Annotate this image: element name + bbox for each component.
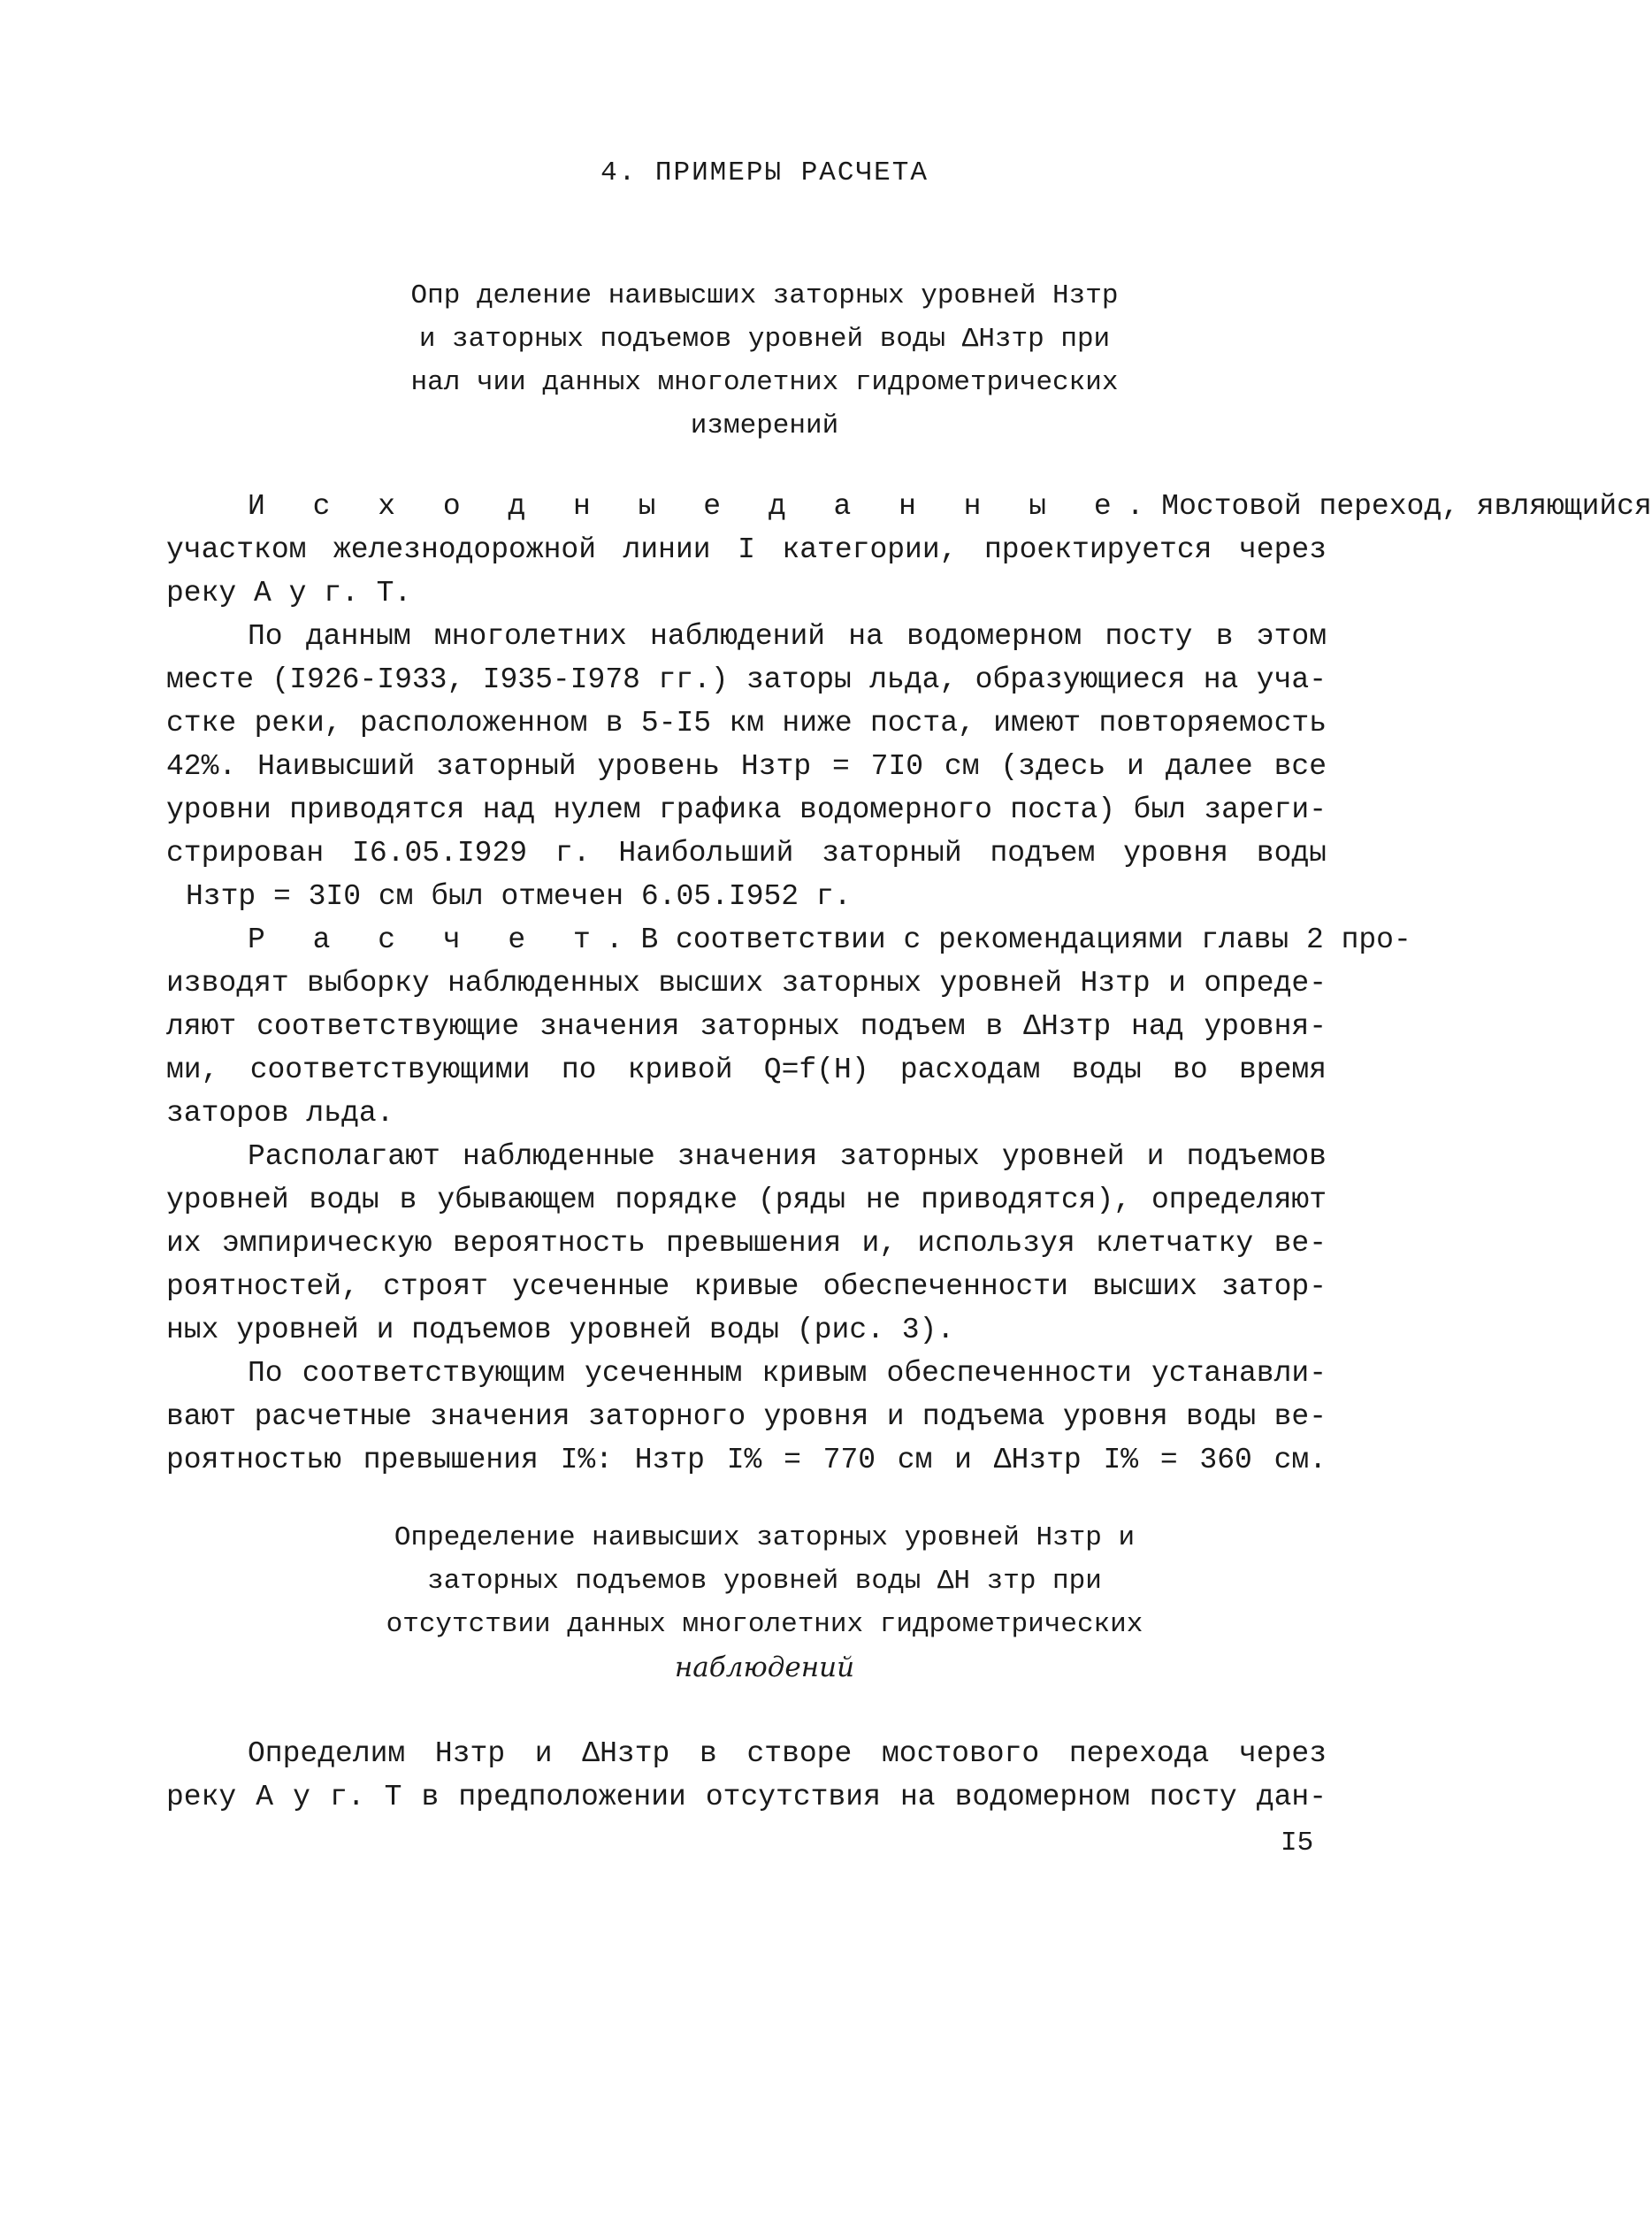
paragraph-line: Располагают наблюденные значения заторных уровней и подъемов [248, 1140, 1327, 1173]
heading2-line: отсутствии данных многолетних гидрометрических [386, 1609, 1143, 1640]
paragraph-line: ляют соответствующие значения заторных подъем в ΔHзтр над уровня- [166, 1010, 1327, 1043]
paragraph-line: вают расчетные значения заторного уровня и подъема уровня воды ве- [166, 1400, 1327, 1433]
paragraph-line: роятностью превышения I%: Hзтр I% = 770 см и ΔHзтр I% = 360 см. [166, 1444, 1327, 1476]
heading2-line: заторных подъемов уровней воды ΔH зтр при [427, 1566, 1102, 1597]
paragraph-line: ных уровней и подъемов уровней воды (рис. 3). [166, 1314, 955, 1346]
heading1-line: и заторных подъемов уровней воды ΔHзтр при [418, 324, 1111, 355]
paragraph-line: изводят выборку наблюденных высших заторных уровней Hзтр и опреде- [166, 967, 1327, 1000]
paragraph-line: Hзтр = 3I0 см был отмечен 6.05.I952 г. [186, 880, 852, 913]
paragraph-line: реку А у г. Т в предположении отсутствия на водомерном посту дан- [166, 1781, 1327, 1813]
heading2-line: наблюдений [674, 1652, 855, 1683]
paragraph-line: ми, соответствующими по кривой Q=f(H) расходам воды во время [166, 1054, 1327, 1086]
paragraph-line: роятностей, строят усеченные кривые обеспеченности высших затор- [166, 1270, 1327, 1303]
paragraph-line: Определим Hзтр и ΔHзтр в створе мостового перехода через [248, 1737, 1327, 1770]
line-text: . В соответствии с рекомендациями главы 2 про- [605, 924, 1411, 956]
heading1-line: нал чии данных многолетних гидрометрических [410, 367, 1119, 398]
paragraph-line: стке реки, расположенном в 5-I5 км ниже поста, имеют повторяемость [166, 707, 1327, 740]
paragraph-line [248, 918, 1411, 962]
paragraph-line: уровни приводятся над нулем графика водомерного поста) был зареги- [166, 793, 1327, 826]
paragraph-line: уровней воды в убывающем порядке (ряды не приводятся), определяют [166, 1184, 1327, 1216]
lead-label: И с х о д н ы е д а н н ы е [248, 490, 1127, 523]
paragraph-line: заторов льда. [166, 1097, 394, 1130]
heading2-line: Определение наивысших заторных уровней Hзтр и [394, 1522, 1136, 1553]
heading1-line: Опр деление наивысших заторных уровней Hзтр [410, 280, 1119, 311]
lead-label: Р а с ч е т [248, 924, 606, 956]
page-number: I5 [1281, 1828, 1314, 1859]
line-text: . Мостовой переход, являющийся [1126, 490, 1652, 523]
paragraph-line: их эмпирическую вероятность превышения и, используя клетчатку ве- [166, 1227, 1327, 1260]
paragraph-line: По данным многолетних наблюдений на водомерном посту в этом [248, 620, 1327, 653]
section-title: 4. ПРИМЕРЫ РАСЧЕТА [600, 157, 929, 188]
paragraph-line [248, 485, 1652, 528]
heading1-line: измерений [690, 410, 839, 441]
paragraph-line: месте (I926-I933, I935-I978 гг.) заторы льда, образующиеся на уча- [166, 663, 1327, 696]
paragraph-line: стрирован I6.05.I929 г. Наибольший заторный подъем уровня воды [166, 837, 1327, 870]
paragraph-line: участком железнодорожной линии I категории, проектируется через [166, 533, 1327, 566]
paragraph-line: реку А у г. Т. [166, 577, 412, 609]
paragraph-line: 42%. Наивысший заторный уровень Hзтр = 7I0 см (здесь и далее все [166, 750, 1327, 783]
paragraph-line: По соответствующим усеченным кривым обеспеченности устанавли- [248, 1357, 1327, 1390]
